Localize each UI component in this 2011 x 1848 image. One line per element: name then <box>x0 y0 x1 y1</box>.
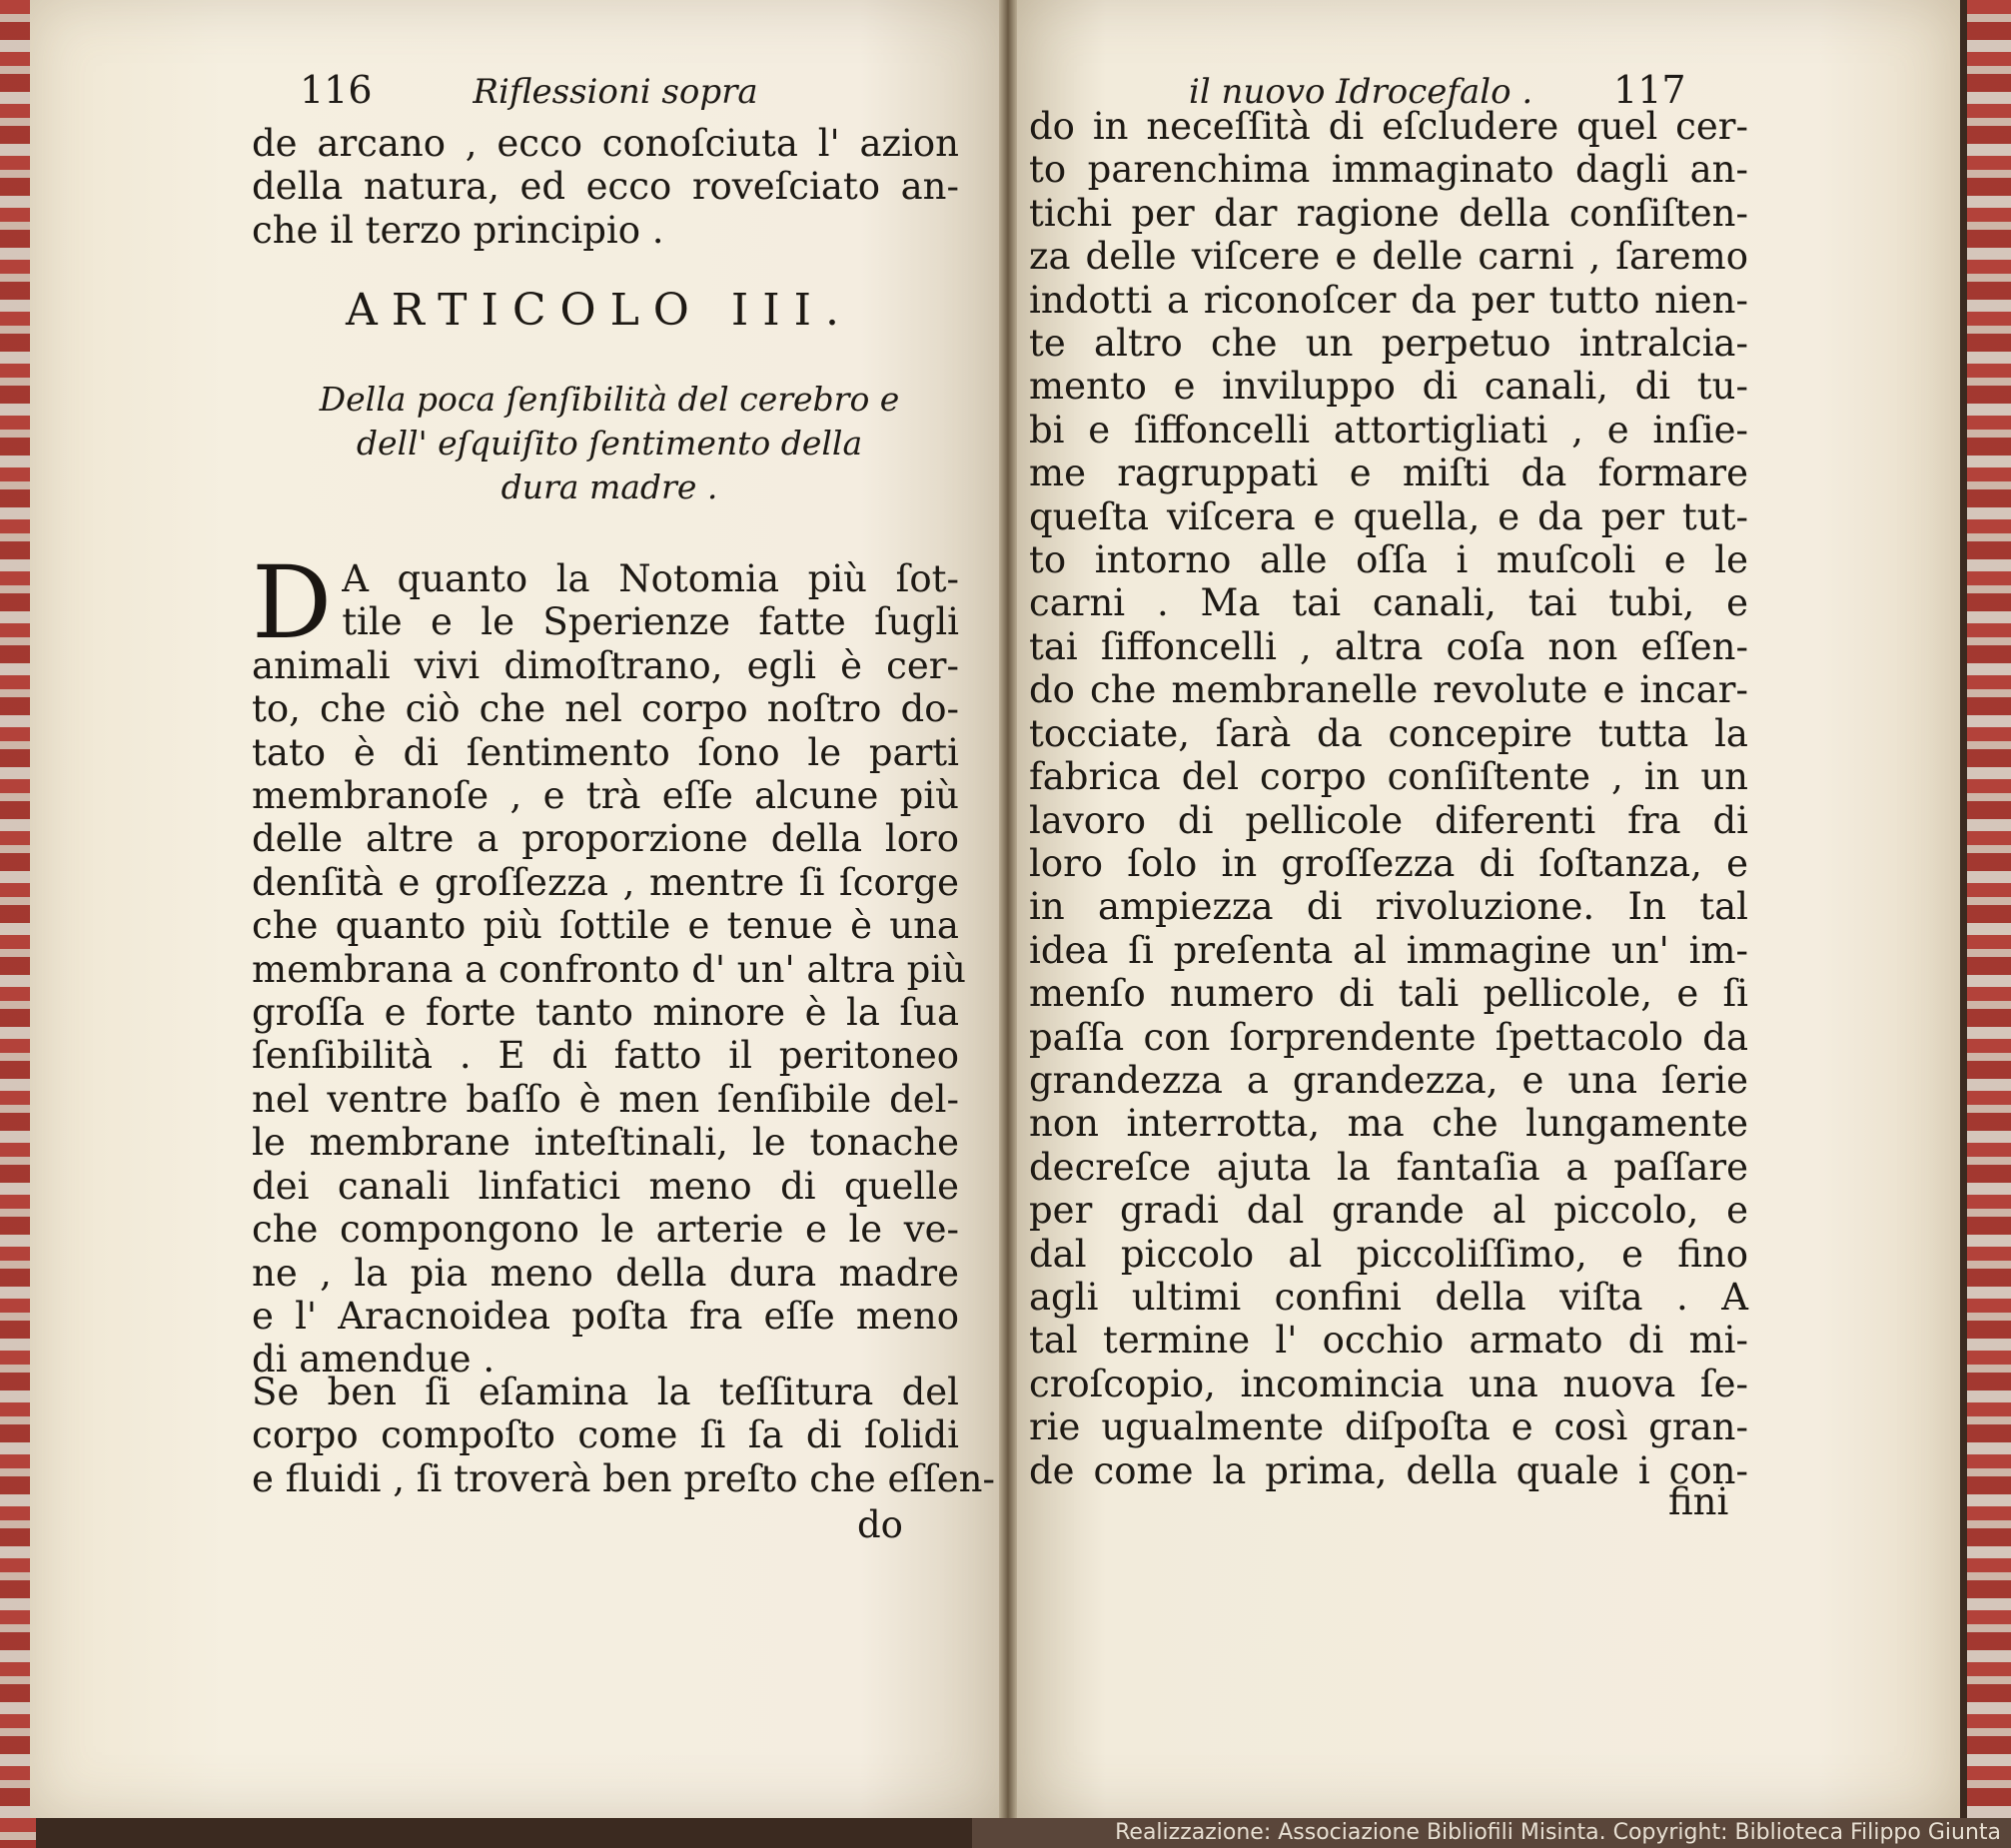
text-line: A quanto la Notomia più ſot- <box>342 557 959 600</box>
text-line: mento e inviluppo di canali, di tu- <box>1029 365 1748 409</box>
text-line: per gradi dal grande al piccolo, e <box>1029 1189 1748 1233</box>
text-line: ſenſibilità . E di fatto il peritoneo <box>252 1034 959 1078</box>
text-line: non interrotta, ma che lungamente <box>1029 1102 1748 1146</box>
text-line: loro ſolo in groſſezza di ſoſtanza, e <box>1029 841 1748 885</box>
text-line: menſo numero di tali pellicole, e ſi <box>1029 972 1748 1016</box>
text-line: nel ventre baſſo è men ſenſibile del- <box>252 1077 959 1121</box>
text-line: Se ben ſi eſamina la teſſitura del <box>252 1371 959 1413</box>
text-line: me ragruppati e miſti da formare <box>1029 452 1748 495</box>
text-line: tichi per dar ragione della conſiſten- <box>1029 191 1748 235</box>
text-line: paſſa con ſorprendente ſpettacolo da <box>1029 1015 1748 1059</box>
text-line: dei canali linfatici meno di quelle <box>252 1164 959 1208</box>
text-line: membrana a confronto d' un' altra più <box>252 947 967 991</box>
text-line: che quanto più ſottile e tenue è una <box>252 904 959 948</box>
text-line: corpo compoſto come ſi ſa di ſolidi <box>252 1413 959 1457</box>
text-line: tile e le Sperienze fatte ſugli <box>342 600 959 644</box>
text-line: idea ſi preſenta al immagine un' im- <box>1029 928 1748 972</box>
text-line: ne , la pia meno della dura madre <box>252 1251 959 1295</box>
right-page-number: 117 <box>1613 68 1686 112</box>
text-line: groſſa e forte tanto minore è la ſua <box>252 991 959 1035</box>
article-heading: ARTICOLO III. <box>345 285 853 336</box>
text-line: to intorno alle oſſa i muſcoli e le <box>1029 538 1748 582</box>
text-line: tato è di ſentimento ſono le parti <box>252 730 959 774</box>
right-page-text <box>1029 105 1748 1492</box>
text-line: croſcopio, incomincia una nuova ſe- <box>1029 1362 1748 1405</box>
text-line: bi e ſiffoncelli attortigliati , e inſie- <box>1029 408 1748 452</box>
text-line: che il terzo principio . <box>252 208 664 252</box>
text-line: membranoſe , e trà eſſe alcune più <box>252 774 959 818</box>
text-line: denſità e groſſezza , mentre ſi ſcorge <box>252 860 959 904</box>
text-line: rie ugualmente diſpoſta e così gran- <box>1029 1405 1748 1449</box>
left-paragraph-1 <box>252 544 967 1382</box>
text-line: lavoro di pellicole diferenti fra di <box>1029 798 1748 842</box>
right-catchword: fini <box>1668 1480 1729 1523</box>
article-subtitle <box>270 378 949 509</box>
left-running-title: Riflessioni sopra <box>473 72 758 112</box>
text-line: de come la prima, della quale i con- <box>1029 1448 1748 1492</box>
text-line: fabrica del corpo conſiſtente , in un <box>1029 755 1748 799</box>
text-line: della natura, ed ecco roveſciato an- <box>252 165 959 209</box>
text-line: indotti a riconoſcer da per tutto nien- <box>1029 278 1748 322</box>
left-running-head <box>300 68 758 112</box>
text-line: e fluidi , ſi troverà ben preſto che eſſen- <box>252 1456 995 1500</box>
subtitle-line: dell' eſquiſito ſentimento della <box>356 424 863 462</box>
left-opening-text <box>252 122 959 252</box>
text-line: di amendue . <box>252 1338 496 1382</box>
text-line: e l' Aracnoidea poſta fra eſſe meno <box>252 1294 959 1338</box>
book-edge-right <box>1967 0 2011 1848</box>
text-line: tai ſiffoncelli , altra coſa non eſſen- <box>1029 624 1748 668</box>
text-line: to, che ciò che nel corpo noſtro do- <box>252 687 959 731</box>
text-line: agli ultimi confini della viſta . A <box>1029 1275 1748 1319</box>
text-line: tal termine l' occhio armato di mi- <box>1029 1319 1748 1363</box>
text-line: che compongono le arterie e le ve- <box>252 1208 959 1252</box>
text-line: do in neceſſità di eſcludere quel cer- <box>1029 105 1748 148</box>
text-line: delle altre a proporzione della loro <box>252 817 959 861</box>
left-catchword: do <box>857 1503 903 1546</box>
text-line: te altro che un perpetuo intralcia- <box>1029 322 1748 366</box>
text-line: le membrane inteſtinali, le tonache <box>252 1121 959 1165</box>
left-paragraph-2 <box>252 1371 995 1500</box>
drop-cap: D <box>252 544 333 661</box>
subtitle-line: Della poca ſenſibilità del cerebro e <box>319 380 900 419</box>
text-line: in ampiezza di rivoluzione. In tal <box>1029 885 1748 929</box>
text-line: do che membranelle revolute e incar- <box>1029 668 1748 712</box>
text-line: animali vivi dimoſtrano, egli è cer- <box>252 643 959 687</box>
text-line: queſta viſcera e quella, e da per tut- <box>1029 494 1748 538</box>
text-line: de arcano , ecco conoſciuta l' azion <box>252 122 959 165</box>
text-line: tocciate, ſarà da concepire tutta la <box>1029 711 1748 755</box>
subtitle-line: dura madre . <box>501 467 718 506</box>
left-page-number: 116 <box>300 68 373 112</box>
text-line: grandezza a grandezza, e una ſerie <box>1029 1058 1748 1102</box>
footer-credit: Realizzazione: Associazione Bibliofili Misinta. Copyright: Biblioteca Filippo Giunta <box>972 1818 2011 1848</box>
text-line: dal piccolo al piccoliſſimo, e fino <box>1029 1232 1748 1276</box>
text-line: to parenchima immaginato dagli an- <box>1029 148 1748 192</box>
text-line: decreſce ajuta la fantaſia a paſſare <box>1029 1145 1748 1189</box>
right-running-title: il nuovo Idrocefalo . <box>1189 72 1533 112</box>
text-line: za delle viſcere e delle carni , ſaremo <box>1029 235 1748 279</box>
book-gutter <box>999 0 1017 1818</box>
text-line: carni . Ma tai canali, tai tubi, e <box>1029 581 1748 625</box>
